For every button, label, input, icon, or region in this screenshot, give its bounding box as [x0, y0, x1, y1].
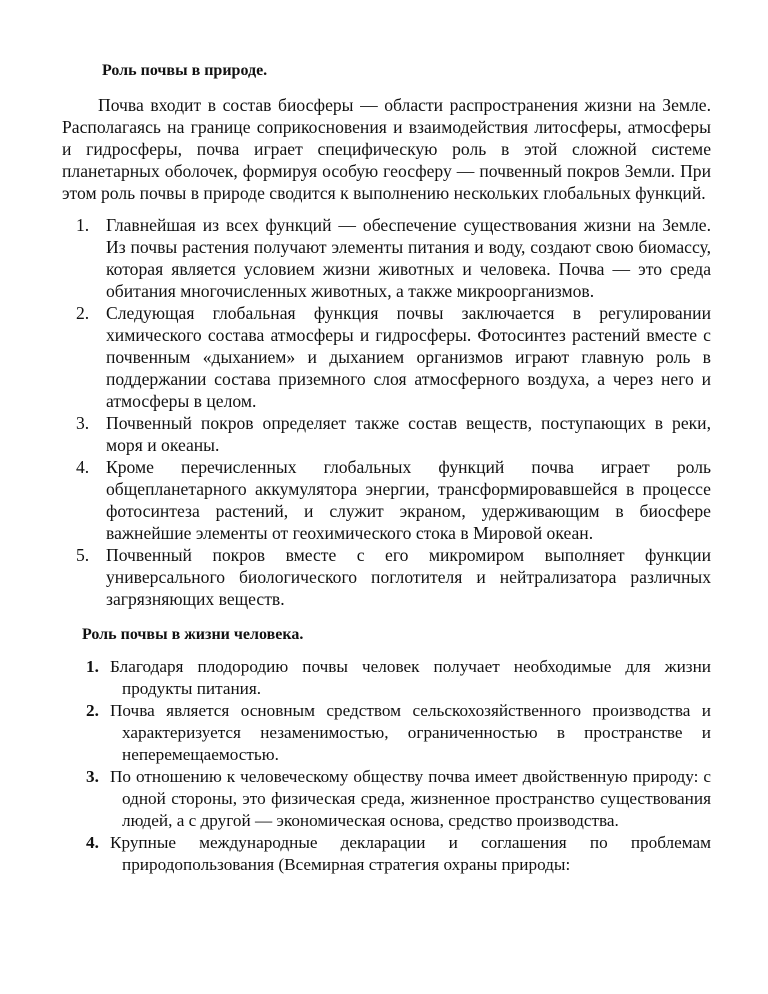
section-heading-human: Роль почвы в жизни человека.: [82, 626, 304, 643]
list-item: [62, 412, 711, 456]
list-number: 4.: [76, 457, 90, 477]
list-item: [62, 832, 711, 876]
list-item: [62, 214, 711, 302]
list-number: 5.: [76, 545, 90, 565]
list-item-text: Почвенный покров определяет также состав веществ, поступающих в реки, моря и океаны.: [106, 413, 711, 455]
list-item-text: По отношению к человеческому обществу почва имеет двойственную природу: с одной стороны, это физическая среда, жизненное пространство существования людей, а с другой — экономическая основа, средство производства.: [110, 767, 711, 830]
list-item-text: Главнейшая из всех функций — обеспечение существования жизни на Земле. Из почвы растения получают элементы питания и воду, создают свою биомассу, которая является условием жизни животных и человека. Почва — это среда обитания многочисленных животных, а также микроорганизмов.: [106, 215, 711, 301]
list-item-text: Почвенный покров вместе с его микромиром выполняет функции универсального биологического поглотителя и нейтрализатора различных загрязняющих веществ.: [106, 545, 711, 609]
list-item: [62, 766, 711, 832]
list-item: [62, 656, 711, 700]
list-number: 4.: [86, 833, 99, 852]
list-item-text: Почва является основным средством сельскохозяйственного производства и характеризуется незаменимостью, ограниченностью в пространстве и неперемещаемостью.: [110, 701, 711, 764]
list-item-text: Благодаря плодородию почвы человек получает необходимые для жизни продукты питания.: [110, 657, 711, 698]
list-item-text: Следующая глобальная функция почвы заключается в регулировании химического состава атмосферы и гидросферы. Фотосинтез растений вместе с почвенным «дыханием» и дыханием организмов играют главную роль в поддержании состава приземного слоя атмосферного воздуха, а через него и атмосферы в целом.: [106, 303, 711, 411]
human-role-list: [62, 656, 711, 876]
list-item: [62, 544, 711, 610]
list-number: 2.: [76, 303, 90, 323]
list-item: [62, 456, 711, 544]
list-number: 3.: [76, 413, 90, 433]
list-item-text: Кроме перечисленных глобальных функций почва играет роль общепланетарного аккумулятора энергии, трансформировавшейся в процессе фотосинтеза растений, и служит экраном, удерживающим в биосфере важнейшие элементы от геохимического стока в Мировой океан.: [106, 457, 711, 543]
intro-paragraph: Почва входит в состав биосферы — области распространения жизни на Земле. Располагаясь на границе соприкосновения и взаимодействия литосферы, атмосферы и гидросферы, почва играет специфическую роль в этой сложной системе планетарных оболочек, формируя особую геосферу — почвенный покров Земли. При этом роль почвы в природе сводится к выполнению нескольких глобальных функций.: [62, 95, 711, 203]
nature-functions-list: [62, 214, 711, 610]
list-item: [62, 700, 711, 766]
list-number: 1.: [76, 215, 90, 235]
list-item: [62, 302, 711, 412]
section-heading-nature: Роль почвы в природе.: [102, 62, 268, 79]
list-number: 1.: [86, 657, 99, 676]
list-item-text: Крупные международные декларации и соглашения по проблемам природопользования (Всемирная стратегия охраны природы:: [110, 833, 711, 874]
list-number: 3.: [86, 767, 99, 786]
list-number: 2.: [86, 701, 99, 720]
